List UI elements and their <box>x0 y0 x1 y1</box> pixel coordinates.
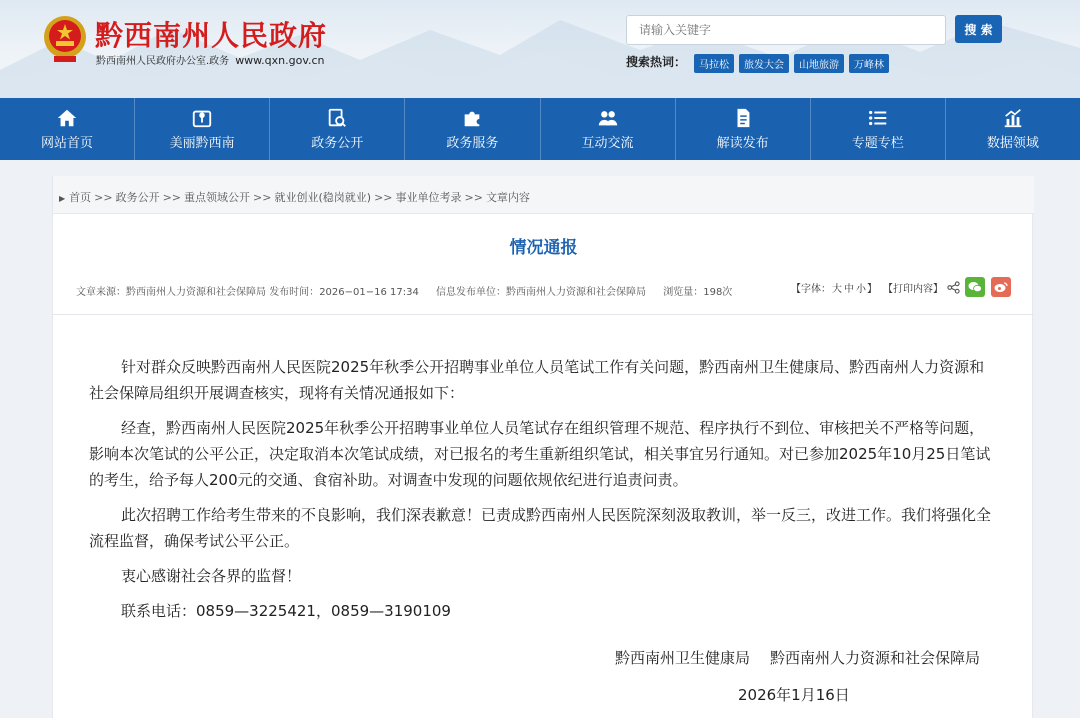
nav-item-data-fields[interactable] <box>946 98 1080 160</box>
meta-views: 198次 <box>703 287 733 298</box>
nav-item-interaction[interactable] <box>541 98 676 160</box>
breadcrumb-separator: >> <box>94 191 113 204</box>
wechat-share-icon[interactable] <box>965 277 985 297</box>
article-panel <box>52 176 1033 718</box>
font-size-large[interactable]: 大 <box>832 283 842 295</box>
breadcrumb-separator: >> <box>162 191 182 204</box>
breadcrumb-separator: >> <box>253 191 272 204</box>
breadcrumb-item[interactable]: 政务公开 <box>115 191 160 204</box>
national-emblem-icon <box>42 12 88 66</box>
nav-item-label: 美丽黔西南 <box>169 136 235 151</box>
list-icon <box>867 107 889 129</box>
puzzle-icon <box>461 107 483 129</box>
nav-item-label: 解读发布 <box>716 136 769 151</box>
hot-words-label: 搜索热词： <box>626 55 687 69</box>
font-size-medium[interactable]: 中 <box>844 283 854 295</box>
article-title: 情况通报 <box>509 238 578 258</box>
meta-views-label: 浏览量： <box>663 287 704 298</box>
site-header <box>0 0 1080 98</box>
weibo-share-icon[interactable] <box>991 277 1011 297</box>
nav-item-special-topics[interactable] <box>811 98 946 160</box>
hot-words <box>694 54 889 73</box>
search-input[interactable] <box>626 15 946 45</box>
search-button[interactable]: 搜 索 <box>955 15 1002 43</box>
article-paragraph: 联系电话：0859—3225421，0859—3190109 <box>121 602 451 620</box>
site-subtitle-text: 黔西南州人民政府办公室.政务 <box>96 56 230 67</box>
people-icon <box>597 107 619 129</box>
article-signatories <box>615 647 980 668</box>
hot-word-tag[interactable]: 万峰林 <box>849 54 889 73</box>
nav-item-beautiful-qxn[interactable] <box>135 98 270 160</box>
meta-time: 2026−01−16 17:34 <box>319 287 419 298</box>
article-paragraph: 针对群众反映黔西南州人民医院2025年秋季公开招聘事业单位人员笔试工作有关问题，黔西南州卫生健康局、黔西南州人力资源和社会保障局组织开展调查核实，现将有关情况通报如下： <box>89 358 985 402</box>
document-icon <box>732 107 754 129</box>
font-size-small[interactable]: 小 <box>856 283 866 295</box>
site-title[interactable]: 黔西南州人民政府 <box>95 19 328 52</box>
article-meta <box>76 283 732 298</box>
breadcrumb <box>53 176 1034 214</box>
article-paragraph: 经查，黔西南州人民医院2025年秋季公开招聘事业单位人员笔试存在组织管理不规范、程序执行不到位、审核把关不严格等问题，影响本次笔试的公平公正，决定取消本次笔试成绩，对已报名的考生重新组织笔试，相关事宜另行通知。对已参加2025年10月25日笔试的考生，给予每人200元的交通、食宿补助。对调查中发现的问题依规依纪进行追责问责。 <box>89 419 991 489</box>
meta-divider <box>53 314 1034 315</box>
nav-item-gov-affairs-open[interactable] <box>270 98 405 160</box>
site-subtitle <box>96 52 325 67</box>
meta-time-label: 发布时间： <box>269 287 320 298</box>
nav-item-gov-services[interactable] <box>405 98 540 160</box>
site-domain: www.qxn.gov.cn <box>235 54 325 67</box>
breadcrumb-item[interactable]: 就业创业(稳岗就业) <box>274 191 372 204</box>
signatory: 黔西南州人力资源和社会保障局 <box>770 649 981 667</box>
nav-item-label: 政务公开 <box>311 136 364 151</box>
meta-publisher-label: 信息发布单位： <box>436 287 507 298</box>
nav-item-label: 网站首页 <box>41 136 94 151</box>
hot-word-tag[interactable]: 旅发大会 <box>739 54 789 73</box>
nav-item-label: 政务服务 <box>446 136 499 151</box>
article-tools <box>791 277 1011 297</box>
nav-item-home[interactable] <box>0 98 135 160</box>
article-paragraph: 此次招聘工作给考生带来的不良影响，我们深表歉意！已责成黔西南州人民医院深刻汲取教训，举一反三，改进工作。我们将强化全流程监督，确保考试公平公正。 <box>89 506 992 550</box>
share-icon[interactable] <box>947 281 960 294</box>
search-document-icon <box>326 107 348 129</box>
map-icon <box>191 107 213 129</box>
breadcrumb-arrow-icon: ▶ <box>59 194 66 203</box>
nav-item-interpretation[interactable] <box>676 98 811 160</box>
chart-icon <box>1002 107 1024 129</box>
font-size-close: 】 <box>867 283 877 295</box>
main-nav <box>0 98 1080 160</box>
article-paragraph: 衷心感谢社会各界的监督！ <box>121 567 302 585</box>
meta-publisher: 黔西南州人力资源和社会保障局 <box>506 287 647 298</box>
nav-item-label: 数据领域 <box>986 136 1039 151</box>
signatory: 黔西南州卫生健康局 <box>615 649 751 667</box>
breadcrumb-item: 文章内容 <box>485 191 530 204</box>
breadcrumb-item[interactable]: 事业单位考录 <box>395 191 462 204</box>
hot-word-tag[interactable]: 马拉松 <box>694 54 734 73</box>
breadcrumb-separator: >> <box>464 191 483 204</box>
font-size-label: 【字体： <box>791 283 831 295</box>
nav-item-label: 互动交流 <box>581 136 634 151</box>
print-button[interactable]: 【打印内容】 <box>883 283 943 295</box>
home-icon <box>56 107 78 129</box>
article-body <box>89 354 999 633</box>
meta-source: 黔西南州人力资源和社会保障局 <box>126 287 266 298</box>
breadcrumb-item[interactable]: 首页 <box>69 191 92 204</box>
breadcrumb-separator: >> <box>374 191 393 204</box>
meta-source-label: 文章来源： <box>76 287 126 298</box>
article-date: 2026年1月16日 <box>738 686 850 704</box>
nav-item-label: 专题专栏 <box>851 136 904 151</box>
hot-word-tag[interactable]: 山地旅游 <box>794 54 844 73</box>
breadcrumb-item[interactable]: 重点领域公开 <box>184 191 251 204</box>
